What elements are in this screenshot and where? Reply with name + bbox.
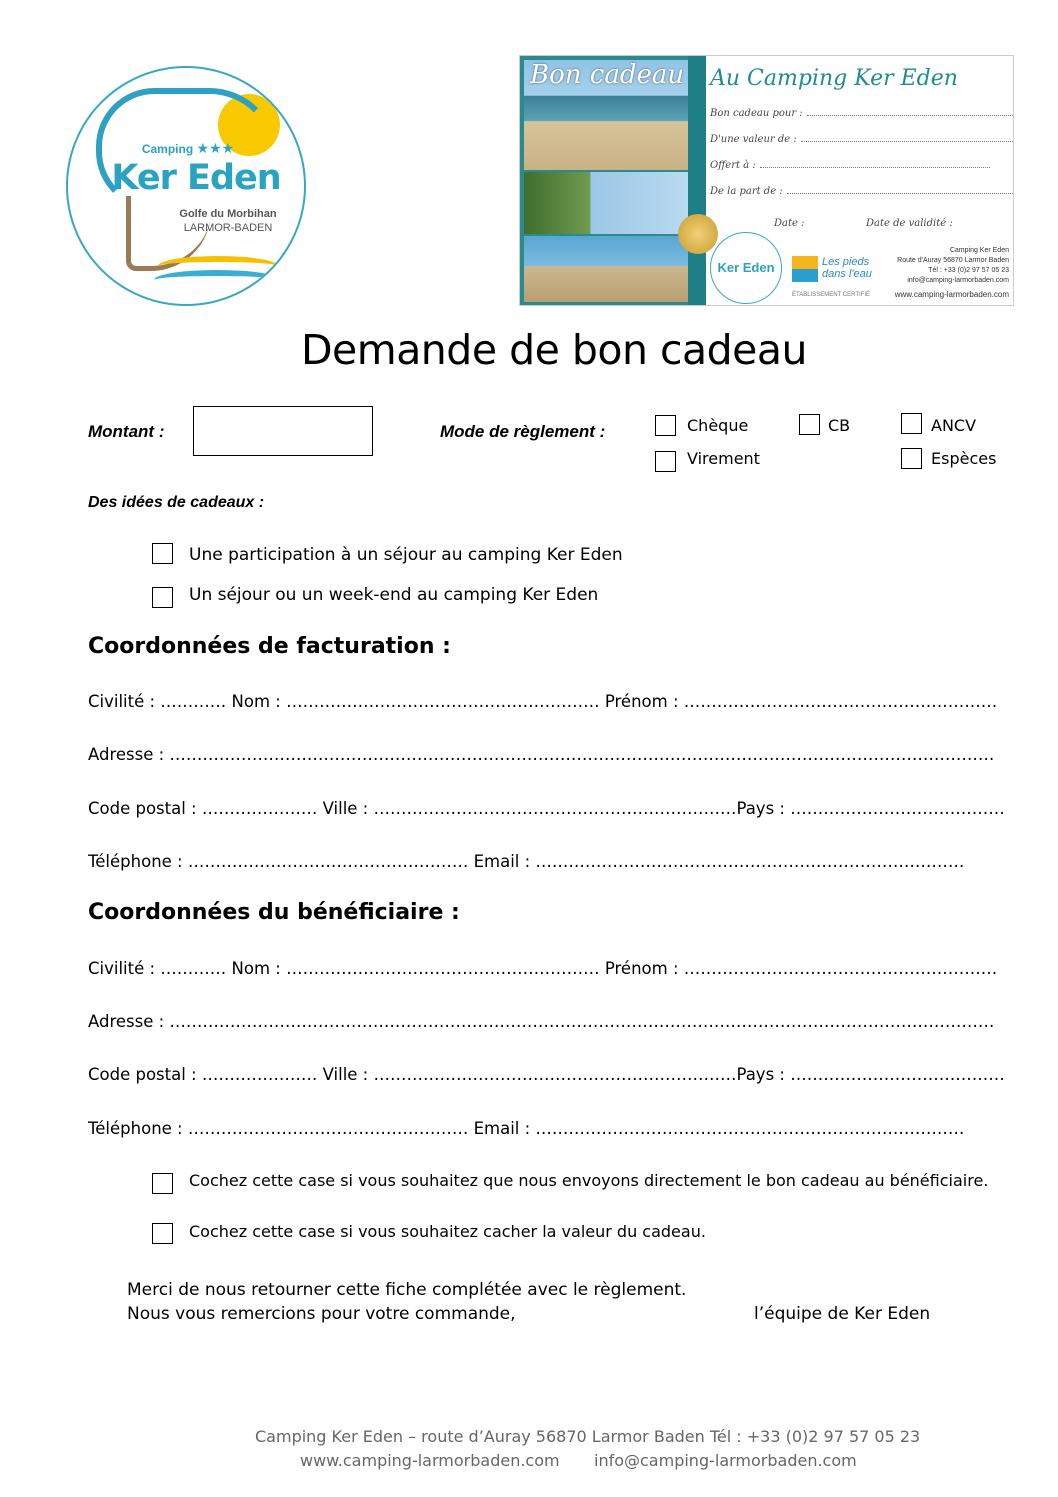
logo-camping-text: Camping ★★★: [141, 140, 235, 156]
voucher-mini-logo: Ker Eden: [710, 232, 782, 304]
hide-value-label: Cochez cette case si vous souhaitez cacher la valeur du cadeau.: [189, 1222, 706, 1241]
voucher-ribbon: [688, 56, 706, 306]
send-direct-label: Cochez cette case si vous souhaitez que nous envoyons directement le bon cadeau au bénéficiaire.: [189, 1171, 989, 1190]
beneficiary-phone-line[interactable]: Téléphone : …………………………………………… Email : ……………………………………………………………………: [88, 1119, 965, 1138]
wave-blue-graphic: [154, 270, 280, 290]
voucher-field: Offert à :: [710, 160, 990, 171]
certified-label: ÉTABLISSEMENT CERTIFIÉ: [792, 292, 871, 298]
ideas-label: Des idées de cadeaux :: [88, 494, 265, 511]
gift-bow-icon: [678, 214, 718, 254]
billing-adresse-line[interactable]: Adresse : ……………………………………………………………………………………………………………………………………: [88, 745, 995, 764]
send-direct-checkbox[interactable]: [152, 1173, 173, 1194]
idea-participation-label: Une participation à un séjour au camping Ker Eden: [189, 545, 623, 565]
montant-input[interactable]: [193, 406, 373, 456]
idea-sejour-checkbox[interactable]: [152, 587, 173, 608]
logo-larmor: LARMOR-BADEN: [183, 222, 273, 234]
kids-beach-photo: [524, 236, 688, 302]
closing-signature: l’équipe de Ker Eden: [754, 1304, 931, 1324]
pieds-icon: [792, 256, 818, 282]
virement-checkbox[interactable]: [655, 451, 676, 472]
ancv-checkbox[interactable]: [901, 413, 922, 434]
voucher-field: Bon cadeau pour :: [710, 108, 1014, 119]
especes-checkbox[interactable]: [901, 448, 922, 469]
especes-label: Espèces: [931, 449, 997, 468]
footer-website[interactable]: www.camping-larmorbaden.com: [300, 1451, 560, 1470]
hide-value-checkbox[interactable]: [152, 1223, 173, 1244]
voucher-title: Bon cadeau: [530, 60, 685, 90]
beneficiary-adresse-line[interactable]: Adresse : ……………………………………………………………………………………………………………………………………: [88, 1012, 995, 1031]
billing-civilite-line[interactable]: Civilité : ………… Nom : ………………………………………………… Prénom : …………………………………………………: [88, 692, 998, 711]
voucher-validity-label: Date de validité :: [866, 218, 953, 229]
logo-name: Ker Eden: [111, 158, 281, 198]
ancv-label: ANCV: [931, 416, 977, 435]
virement-label: Virement: [687, 449, 760, 468]
page-title: Demande de bon cadeau: [300, 326, 808, 374]
idea-sejour-label: Un séjour ou un week-end au camping Ker Eden: [189, 585, 599, 605]
closing-line-1: Merci de nous retourner cette fiche complétée avec le règlement.: [127, 1280, 687, 1300]
cb-label: CB: [828, 416, 851, 435]
billing-phone-line[interactable]: Téléphone : …………………………………………… Email : ……………………………………………………………………: [88, 852, 965, 871]
logo-golfe: Golfe du Morbihan: [179, 208, 277, 220]
voucher-date-label: Date :: [774, 218, 805, 229]
voucher-heading: Au Camping Ker Eden: [710, 66, 958, 91]
path-photo: [524, 172, 688, 234]
footer-address: Camping Ker Eden – route d’Auray 56870 Larmor Baden Tél : +33 (0)2 97 57 05 23: [255, 1427, 921, 1446]
cheque-label: Chèque: [687, 416, 749, 435]
closing-line-2: Nous vous remercions pour votre commande,: [127, 1304, 516, 1324]
beneficiary-heading: Coordonnées du bénéficiaire :: [88, 900, 460, 925]
cheque-checkbox[interactable]: [655, 415, 676, 436]
billing-postal-line[interactable]: Code postal : ………………… Ville : …………………………………………………………Pays : …………………………………: [88, 799, 1005, 818]
cb-checkbox[interactable]: [799, 414, 820, 435]
camping-logo: [66, 66, 306, 306]
voucher-preview: [519, 55, 1014, 306]
payment-label: Mode de règlement :: [440, 422, 606, 441]
voucher-website: www.camping-larmorbaden.com: [894, 290, 1009, 299]
voucher-field: D'une valeur de :: [710, 134, 1014, 145]
voucher-field: De la part de :: [710, 186, 1014, 197]
beneficiary-civilite-line[interactable]: Civilité : ………… Nom : ………………………………………………… Prénom : …………………………………………………: [88, 959, 998, 978]
billing-heading: Coordonnées de facturation :: [88, 634, 451, 659]
voucher-address: Camping Ker Eden Route d'Auray 56870 Larmor Baden Tél : +33 (0)2 97 57 05 23 info@camping-larmorbaden.com: [897, 247, 1009, 284]
pieds-dans-leau-logo: Les pieds dans l'eau: [792, 256, 882, 282]
idea-participation-checkbox[interactable]: [152, 543, 173, 564]
beneficiary-postal-line[interactable]: Code postal : ………………… Ville : …………………………………………………………Pays : …………………………………: [88, 1065, 1005, 1084]
voucher-photos: [520, 56, 706, 306]
footer-email[interactable]: info@camping-larmorbaden.com: [594, 1451, 857, 1470]
montant-label: Montant :: [88, 422, 165, 441]
